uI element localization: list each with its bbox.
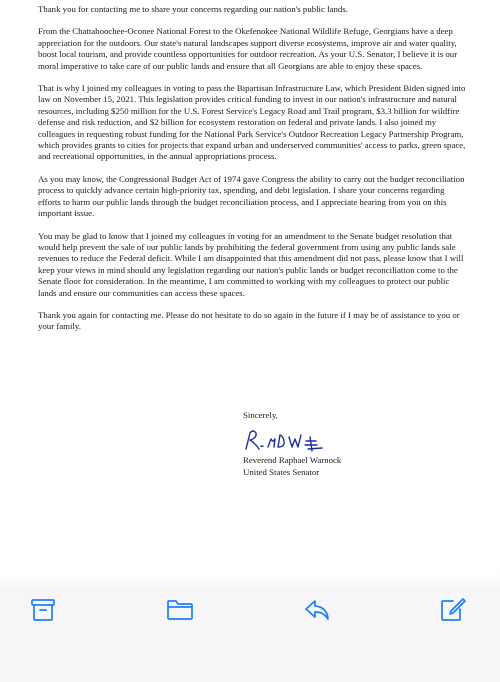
signature <box>240 427 358 453</box>
paragraph-budget-act: As you may know, the Congressional Budget Act of 1974 gave Congress the ability to carry out the budget reconciliation process to quickly advance certain high-priority tax, spending, and debt legislation. I share your concerns regarding efforts to harm our public lands through the budget reconciliation process, and I appreciate hearing from you on this important issue. <box>38 173 465 219</box>
letter-closing <box>243 410 358 478</box>
reply-button[interactable] <box>302 596 332 624</box>
mail-toolbar <box>0 572 500 682</box>
compose-button[interactable] <box>438 596 468 624</box>
compose-icon <box>439 597 467 623</box>
paragraph-thanks: Thank you again for contacting me. Please do not hesitate to do so again in the future if I may be of assistance to you or your family. <box>38 309 460 332</box>
paragraph-intro: Thank you for contacting me to share your concerns regarding our nation's public lands. <box>38 4 348 14</box>
move-to-folder-button[interactable] <box>165 596 195 624</box>
closing-text: Sincerely, <box>243 410 278 420</box>
archive-icon <box>30 598 56 622</box>
archive-button[interactable] <box>28 596 58 624</box>
signer-name: Reverend Raphael Warnock <box>243 455 342 466</box>
reply-icon <box>303 598 331 622</box>
paragraph-amendment: You may be glad to know that I joined my colleagues in voting for an amendment to the Senate budget resolution that would help prevent the sale of our public lands by prohibiting the federal government from using any public lands sale revenues to reduce the Federal deficit. While I am disappointed that this amendment did not pass, please know that I will keep your views in mind should any legislation regarding our nation's public lands or budget reconciliation come to the Senate floor for consideration. In the meantime, I am committed to working with my colleagues to protect our public lands and ensure our communities can access these spaces. <box>38 230 464 298</box>
folder-icon <box>166 598 194 622</box>
paragraph-georgia: From the Chattahoochee-Oconee National Forest to the Okefenokee National Wildlife Refuge, Georgians have a deep appreciation for the outdoors. Our state's natural landscapes support diverse ecosystems, improve air and water quality, boost local tourism, and provide countless opportunities for outdoor recreation. As your U.S. Senator, I believe it is our moral imperative to take care of our public lands and ensure that all Georgians are able to enjoy these spaces. <box>38 26 458 71</box>
signer-title: United States Senator <box>243 466 320 477</box>
paragraph-infrastructure: That is why I joined my colleagues in voting to pass the Bipartisan Infrastructure Law, which President Biden signed into law on November 15, 2021. This legislation provides critical funding to invest in our nation's infrastructure and natural resources, including $250 million for the U.S. Forest Service's Legacy Road and Trail program, $3.3 billion for wildfire defense and risk reduction, and $2 billion for ecosystem restoration on federal and private lands. I also joined my colleagues in requesting robust funding for the National Park Service's Outdoor Recreation Legacy Partnership Program, which provides grants to cities for projects that expand urban and underserved communities' access to parks, green space, and recreational opportunities, in the annual appropriations process. <box>38 83 466 162</box>
letter-body <box>38 4 466 344</box>
